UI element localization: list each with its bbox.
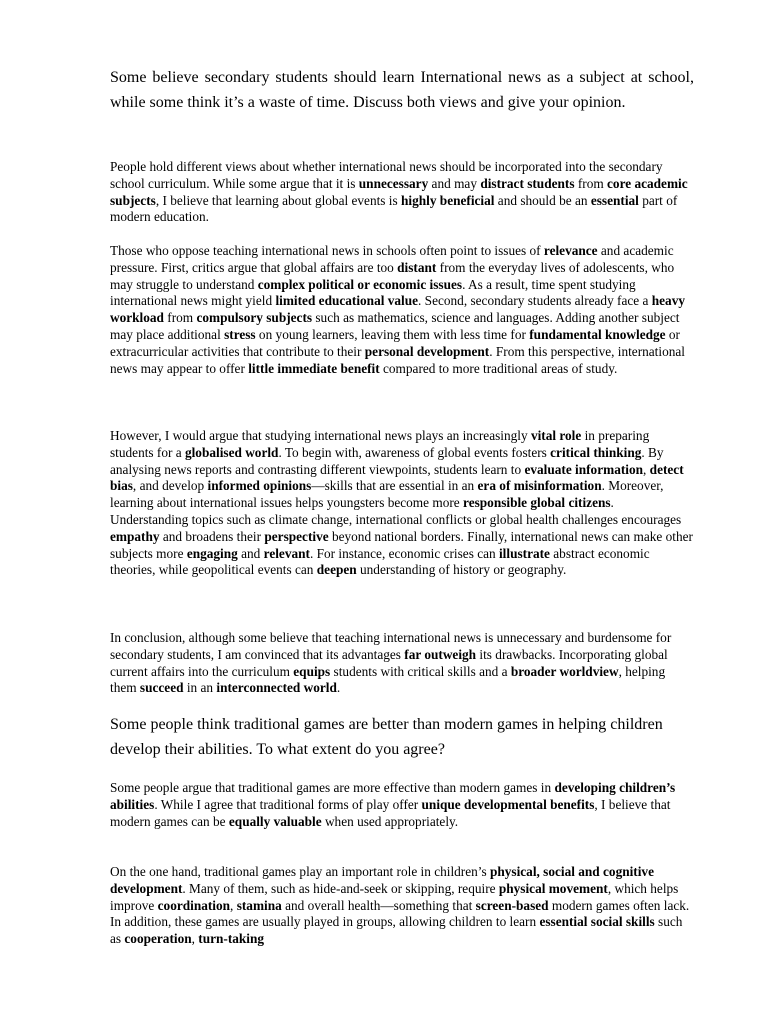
bold-phrase: essential social skills [539, 914, 655, 930]
text-run: , I believe that learning about global events is [155, 192, 401, 208]
text-run: abstract economic theories, while geopolitical events can [110, 545, 650, 578]
bold-phrase: detect bias [110, 461, 684, 494]
bold-phrase: core academic subjects [110, 175, 688, 208]
text-run: . Moreover, learning about international issues helps youngsters become more [110, 478, 664, 511]
bold-phrase: empathy [110, 528, 160, 544]
text-run: in preparing students for a [110, 428, 650, 460]
text-run: . For instance, economic crises can [309, 545, 499, 561]
text-run: its drawbacks. Incorporating global current affairs into the curriculum [110, 646, 668, 679]
bold-phrase: compulsory subjects [196, 310, 313, 326]
bold-phrase: deepen [316, 562, 357, 578]
text-run: from the everyday lives of adolescents, who may struggle to understand [110, 259, 675, 292]
bold-phrase: succeed [139, 680, 184, 696]
bold-phrase: era of misinformation [477, 478, 602, 494]
text-run: and [237, 545, 264, 561]
text-run: . Understanding topics such as climate change, international conflicts or global health challenges encourages [110, 495, 682, 527]
bold-phrase: cooperation [124, 931, 192, 947]
text-run: part of modern education. [110, 192, 678, 225]
bold-phrase: stress [224, 326, 256, 342]
text-run: modern games often lack. In addition, these games are usually played in groups, allowing children to learn [110, 897, 690, 930]
text-run: or extracurricular activities that contribute to their [110, 326, 680, 359]
text-run: and should be an [494, 192, 591, 208]
text-run: People hold different views about whether international news should be incorporated into the secondary school curriculum. While some argue that it is [110, 159, 663, 191]
text-run: from [574, 175, 608, 191]
essay1-paragraph-2 [110, 243, 694, 377]
text-run: in an [183, 680, 217, 696]
text-run: , helping them [110, 663, 666, 696]
bold-phrase: fundamental knowledge [529, 326, 666, 342]
bold-phrase: unique developmental benefits [421, 796, 595, 812]
text-run: and may [428, 175, 481, 191]
bold-phrase: perspective [264, 528, 329, 544]
bold-phrase: personal development [364, 343, 490, 359]
text-run: , [230, 897, 237, 913]
bold-phrase: evaluate information [524, 461, 644, 477]
bold-phrase: vital role [530, 428, 582, 443]
bold-phrase: interconnected world [216, 680, 337, 696]
bold-phrase: responsible global citizens [463, 495, 611, 511]
text-run: . Many of them, such as hide-and-seek or skipping, require [182, 880, 499, 896]
bold-phrase: equips [293, 663, 331, 679]
bold-phrase: relevant [263, 545, 310, 561]
bold-phrase: highly beneficial [401, 192, 495, 208]
text-run: . While I agree that traditional forms of play offer [154, 796, 422, 812]
text-run: On the one hand, traditional games play an important role in children’s [110, 864, 490, 879]
text-run: . To begin with, awareness of global events fosters [278, 444, 551, 460]
bold-phrase: far outweigh [404, 646, 477, 662]
text-run: on young learners, leaving them with less time for [255, 326, 530, 342]
text-run: when used appropriately. [321, 813, 459, 829]
bold-phrase: essential [590, 192, 639, 208]
essay1-prompt: Some believe secondary students should learn International news as a subject at school, while some think it’s a waste of time. Discuss both views and give your opinion. [110, 69, 694, 111]
bold-phrase: coordination [157, 897, 231, 913]
text-run: such as mathematics, science and languages. Adding another subject may place additional [110, 310, 680, 342]
bold-phrase: unnecessary [358, 175, 429, 191]
text-run: . [336, 680, 341, 696]
text-run: , and develop [132, 478, 208, 494]
bold-phrase: screen-based [475, 897, 549, 913]
bold-phrase: critical thinking [550, 444, 642, 460]
text-run: from [163, 310, 197, 326]
bold-phrase: complex political or economic issues [257, 276, 463, 292]
essay1-paragraph-3 [110, 428, 694, 579]
text-run: . By analysing news reports and contrasting different viewpoints, students learn to [110, 444, 664, 477]
text-run: , [191, 931, 199, 947]
text-run: Some people argue that traditional games are more effective than modern games in [110, 780, 555, 795]
text-run: and academic pressure. First, critics argue that global affairs are too [110, 243, 674, 275]
bold-phrase: distract students [480, 175, 575, 191]
text-run: —skills that are essential in an [311, 478, 478, 494]
bold-phrase: little immediate benefit [248, 360, 380, 376]
bold-phrase: engaging [186, 545, 238, 561]
bold-phrase: limited educational value [275, 293, 419, 309]
text-run: , I believe that modern games can be [110, 796, 671, 829]
essay2-prompt: Some people think traditional games are better than modern games in helping children develop their abilities. To what extent do you agree? [110, 716, 663, 758]
essay2-paragraph-2 [110, 864, 694, 948]
text-run: . From this perspective, international news may appear to offer [110, 343, 685, 376]
text-run: understanding of history or geography. [356, 562, 567, 578]
bold-phrase: globalised world [184, 444, 279, 460]
bold-phrase: equally valuable [228, 813, 322, 829]
essay1-paragraph-4 [110, 630, 694, 697]
bold-phrase: developing children’s abilities [110, 780, 676, 812]
bold-phrase: informed opinions [207, 478, 312, 494]
bold-phrase: broader worldview [510, 663, 619, 679]
bold-phrase: turn-taking [198, 931, 265, 947]
text-run: . Second, secondary students already face a [418, 293, 652, 309]
bold-phrase: physical, social and cognitive development [110, 864, 654, 896]
text-run: such as [110, 914, 683, 947]
text-run: However, I would argue that studying international news plays an increasingly [110, 428, 531, 443]
bold-phrase: distant [397, 259, 437, 275]
bold-phrase: illustrate [498, 545, 550, 561]
text-run: Those who oppose teaching international news in schools often point to issues of [110, 243, 544, 258]
bold-phrase: relevance [543, 243, 598, 258]
text-run: and broadens their [159, 528, 265, 544]
bold-phrase: stamina [236, 897, 282, 913]
text-run: beyond national borders. Finally, international news can make other subjects more [110, 528, 693, 561]
essay2-paragraph-1 [110, 780, 694, 830]
essay1-paragraph-1 [110, 159, 694, 226]
text-run: , which helps improve [110, 880, 679, 913]
text-run: and overall health—something that [281, 897, 476, 913]
text-run: . As a result, time spent studying international news might yield [110, 276, 636, 309]
text-run: , [643, 461, 650, 477]
text-run: students with critical skills and a [330, 663, 511, 679]
text-run: In conclusion, although some believe that teaching international news is unnecessary and burdensome for secondary students, I am convinced that its advantages [110, 630, 672, 662]
bold-phrase: heavy workload [110, 293, 685, 326]
bold-phrase: physical movement [498, 880, 608, 896]
text-run: compared to more traditional areas of study. [379, 360, 618, 376]
